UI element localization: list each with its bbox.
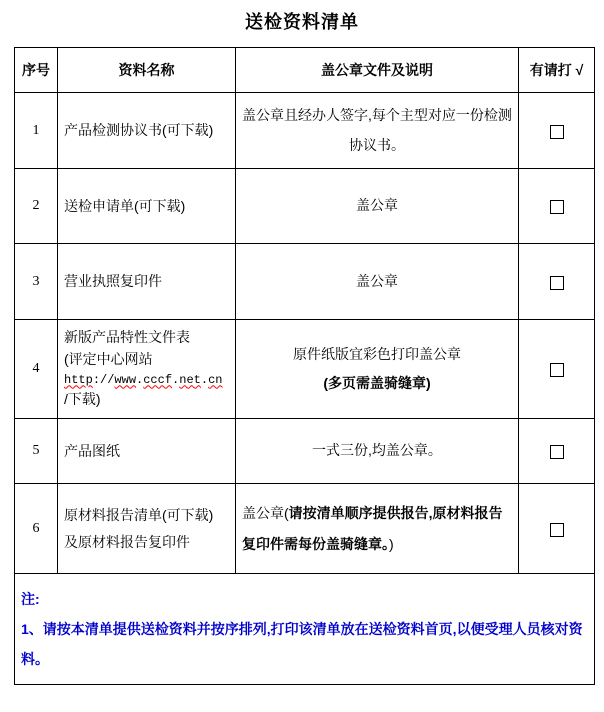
check-box[interactable]	[550, 276, 564, 290]
row-number: 6	[15, 484, 58, 574]
table-header-row	[15, 48, 595, 93]
name-line: 产品检测协议书(可下载)	[64, 122, 214, 139]
check-cell	[519, 484, 595, 574]
header-check: 有请打 √	[519, 48, 595, 93]
check-box[interactable]	[550, 125, 564, 139]
name-line: 原材料报告清单(可下载)	[64, 506, 214, 523]
seal-instructions: 盖公章且经办人签字,每个主型对应一份检测协议书。	[236, 93, 519, 169]
check-cell	[519, 320, 595, 419]
website-url: http://www.cccf.net.cn	[64, 372, 223, 387]
check-cell	[519, 244, 595, 320]
name-line: 及原材料报告复印件	[64, 533, 190, 550]
notes-section	[15, 574, 595, 685]
name-line: 送检申请单(可下载)	[64, 197, 186, 214]
check-box[interactable]	[550, 200, 564, 214]
name-line: /下载)	[64, 391, 101, 408]
desc-suffix: )	[389, 535, 394, 552]
table-row	[15, 419, 595, 484]
material-name	[58, 169, 236, 244]
row-number: 5	[15, 419, 58, 484]
page-title: 送检资料清单	[245, 12, 359, 32]
header-desc: 盖公章文件及说明	[236, 48, 519, 93]
seal-instructions: 一式三份,均盖公章。	[236, 419, 519, 484]
seal-instructions	[236, 484, 519, 574]
table-row	[15, 320, 595, 419]
notes-label: 注:	[21, 591, 40, 607]
desc-line: 原件纸版宜彩色打印盖公章	[293, 345, 461, 362]
desc-line-bold: (多页需盖骑缝章)	[323, 375, 431, 391]
table-row	[15, 484, 595, 574]
check-box[interactable]	[550, 523, 564, 537]
name-line: 产品图纸	[64, 442, 120, 459]
name-line: (评定中心网站	[64, 350, 153, 367]
table-row	[15, 169, 595, 244]
notes-item-1: 1、请按本清单提供送检资料并按序排列,打印该清单放在送检资料首页,以便受理人员核对资料。	[21, 621, 583, 667]
header-no: 序号	[15, 48, 58, 93]
checklist-table	[14, 47, 595, 685]
table-row	[15, 244, 595, 320]
row-number: 2	[15, 169, 58, 244]
desc-bold: 请按清单顺序提供报告,原材料报告复印件需每份盖骑缝章。	[242, 504, 503, 552]
check-box[interactable]	[550, 363, 564, 377]
row-number: 4	[15, 320, 58, 419]
check-cell	[519, 419, 595, 484]
seal-instructions: 盖公章	[236, 244, 519, 320]
table-row	[15, 93, 595, 169]
check-box[interactable]	[550, 445, 564, 459]
header-name: 资料名称	[58, 48, 236, 93]
desc-prefix: 盖公章(	[242, 504, 289, 521]
check-cell	[519, 169, 595, 244]
notes-row	[15, 574, 595, 685]
seal-instructions	[236, 320, 519, 419]
material-name	[58, 419, 236, 484]
row-number: 1	[15, 93, 58, 169]
material-name	[58, 484, 236, 574]
material-name	[58, 93, 236, 169]
seal-instructions: 盖公章	[236, 169, 519, 244]
material-name	[58, 244, 236, 320]
row-number: 3	[15, 244, 58, 320]
check-cell	[519, 93, 595, 169]
material-name	[58, 320, 236, 419]
name-line: 新版产品特性文件表	[64, 329, 190, 346]
name-line: 营业执照复印件	[64, 273, 162, 290]
